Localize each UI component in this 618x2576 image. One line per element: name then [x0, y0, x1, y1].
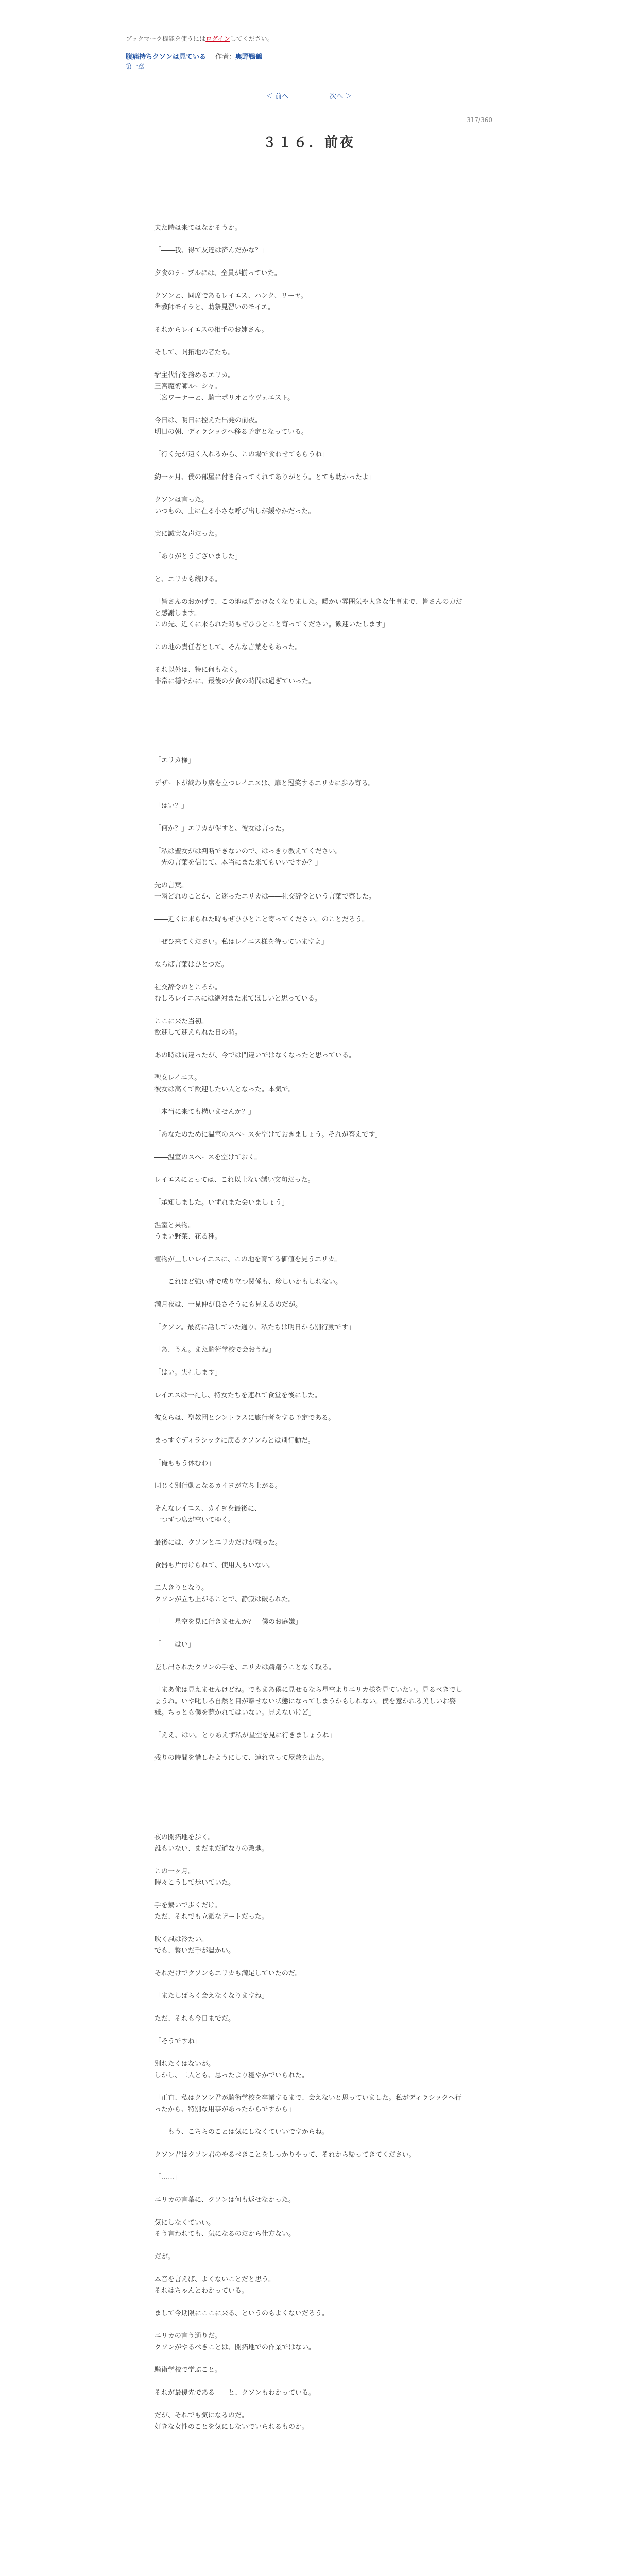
chapter-counter: 317/360: [467, 116, 492, 124]
paragraph: 「何か？」エリカが促すと、彼女は言った。: [154, 825, 288, 833]
paragraph: 先の言葉。 一瞬どれのことか、と迷ったエリカは――社交辞令という言葉で察した。: [154, 882, 375, 901]
chapter-title: ３１６．前夜: [262, 135, 355, 150]
paragraph: 食器も片付けられて、使用人もいない。: [154, 1562, 275, 1569]
paragraph: ここに来た当初。 歓迎して迎えられた日の時。: [154, 1018, 242, 1037]
paragraph: 「ぜひ来てください。私はレイエス様を待っていますよ」: [154, 938, 328, 946]
paragraph: エリカの言葉に、クソンは何も返せなかった。: [154, 2196, 295, 2204]
chapter-group-label[interactable]: 第一章: [126, 63, 145, 70]
paragraph: レイエスは一礼し、特女たちを連れて食堂を後にした。: [154, 1392, 321, 1399]
paragraph: 「――星空を見に行きませんか？ 僕のお庭嫌」: [154, 1618, 302, 1626]
scene-break: [154, 1775, 464, 1787]
paragraph: 「あ、うん。また騎術学校で会おうね」: [154, 1346, 276, 1354]
paragraph: この一ヶ月。 時々こうして歩いていた。: [154, 1868, 235, 1887]
paragraph: 聖女レイエス。 彼女は高くて歓迎したい人となった。本気で。: [154, 1074, 295, 1093]
paragraph: 「またしばらく会えなくなりますね」: [154, 1992, 269, 2000]
paragraph: ――これほど強い絆で成り立つ関係も、珍しいかもしれない。: [154, 1278, 342, 1286]
paragraph: 夫た時は来てはなかそうか。: [154, 224, 242, 232]
paragraph: クソン君はクソン君のやるべきことをしっかりやって、それから帰ってきてください。: [154, 2151, 416, 2159]
paragraph: 差し出されたクソンの手を、エリカは躊躇うことなく取る。: [154, 1664, 335, 1671]
novel-meta: [126, 53, 262, 71]
paragraph: クソンと、同席であるレイエス、ハンク、リーヤ。 準教師モイラと、助祭見習いのモイエ。: [154, 292, 307, 311]
paragraph: 騎術学校で学ぶこと。: [154, 2366, 222, 2374]
paragraph: まっすぐディラシックに戻るクソンらとは別行動だ。: [154, 1437, 315, 1445]
paragraph: 「まあ俺は見えませんけどね。でもまあ僕に見せるなら星空よりエリカ様を見ていたい。見るべきでしょうね。いや叱しろ自然と目が離せない状態になってしまうかもしれない。僕を惹かれる美しいお姿嫌。ちっとも僕を惹かれてはいない。見えないけど」: [154, 1686, 462, 1717]
paragraph: 「はい。失礼します」: [154, 1369, 222, 1377]
novel-body: [154, 223, 464, 2444]
paragraph: 今日は、明日に控えた出発の前夜。 明日の朝、ディラシックへ移る予定となっている。: [154, 417, 308, 436]
paragraph: 「――我、得て友達は済んだかな？」: [154, 247, 269, 255]
paragraph: と、エリカも続ける。: [154, 575, 221, 583]
paragraph: 「俺ももう休むわ」: [154, 1460, 215, 1467]
paragraph: ――温室のスペースを空けておく。: [154, 1154, 262, 1161]
paragraph: レイエスにとっては、これ以上ない誘い文句だった。: [154, 1176, 315, 1184]
paragraph: ただ、それも今日までだ。: [154, 2015, 235, 2023]
paragraph: 吹く風は冷たい。 でも、繋いだ手が温かい。: [154, 1936, 235, 1955]
series-title-link[interactable]: 腹痛持ちクソンは見ている: [126, 53, 207, 61]
paragraph: 満月夜は、一見仲が良さそうにも見えるのだが。: [154, 1301, 302, 1309]
paragraph: ――もう、こちらのことは気にしなくていいですからね。: [154, 2128, 329, 2136]
login-link[interactable]: ログイン: [205, 35, 230, 42]
paragraph: 二人きりとなり。 クソンが立ち上がることで、静寂は破られた。: [154, 1584, 295, 1603]
paragraph: それだけでクソンもエリカも満足していたのだ。: [154, 1970, 302, 1977]
paragraph: 「ええ、はい。とりあえず私が星空を見に行きましょうね」: [154, 1732, 336, 1739]
paragraph: ならば言葉はひとつだ。: [154, 961, 228, 969]
paragraph: だが。: [154, 2253, 175, 2261]
paragraph: 「クソン。最初に話していた通り、私たちは明日から別行動です」: [154, 1324, 355, 1331]
paragraph: そして、開拓地の者たち。: [154, 349, 235, 357]
chapter-pager: [0, 91, 618, 100]
paragraph: 別れたくはないが。 しかし、二人とも、思ったより穏やかでいられた。: [154, 2060, 309, 2079]
paragraph: 同じく別行動となるカイヨが立ち上がる。: [154, 1482, 282, 1490]
paragraph: クソンは言った。 いつもの、土に在る小さな呼び出しが緩やかだった。: [154, 496, 315, 515]
paragraph: 宿主代行を務めるエリカ。 王宮魔術師ルーシャ。 王宮ワーナーと、騎士ポリオとウヴェエスト。: [154, 371, 295, 402]
paragraph: ――近くに来られた時もぜひひとこと寄ってください。のことだろう。: [154, 916, 369, 923]
paragraph: 「そうですね」: [154, 2038, 202, 2045]
paragraph: 植物が土しいレイエスに、この地を育てる価値を見うエリカ。: [154, 1256, 341, 1263]
scene-break: [154, 699, 464, 710]
paragraph: 「……」: [154, 2174, 182, 2181]
login-notice-suffix: してください。: [230, 35, 273, 42]
paragraph: 手を繋いで歩くだけ。 ただ、それでも立派なデートだった。: [154, 1902, 269, 1921]
paragraph: 最後には、クソンとエリカだけが残った。: [154, 1539, 282, 1547]
paragraph: 「はい？」: [154, 802, 188, 810]
paragraph: エリカの言う通りだ。 クソンがやるべきことは、開拓地での作業ではない。: [154, 2332, 316, 2351]
paragraph: 「あなたのために温室のスペースを空けておきましょう。それが答えです」: [154, 1131, 382, 1139]
paragraph: それ以外は、特に何もなく。 非常に穏やかに、最後の夕食の時間は過ぎていった。: [154, 666, 316, 685]
paragraph: 「エリカ様」: [154, 757, 195, 765]
paragraph: それが最優先である――と、クソンもわかっている。: [154, 2389, 316, 2397]
paragraph: それからレイエスの相手のお姉さん。: [154, 326, 268, 334]
paragraph: 夜の開拓地を歩く。 誰もいない、まだまだ道なりの敷地。: [154, 1834, 269, 1853]
paragraph: そんなレイエス、カイヨを最後に、 一つずつ席が空いてゆく。: [154, 1505, 261, 1524]
paragraph: 実に誠実な声だった。: [154, 530, 222, 538]
paragraph: 本音を言えば、よくないことだと思う。 それはちゃんとわかっている。: [154, 2276, 276, 2295]
prev-chapter-link[interactable]: ＜ 前へ: [266, 93, 288, 100]
next-chapter-link[interactable]: 次へ ＞: [330, 93, 352, 100]
paragraph: デザートが終わり席を立つレイエスは、扉と冠笑するエリカに歩み寄る。: [154, 779, 375, 787]
paragraph: 「私は聖女がは判断できないので、はっきり教えてください。 先の言葉を信じて、本当にまた来てもいいですか？」: [154, 848, 342, 867]
author-link[interactable]: 奥野鴨鶴: [235, 53, 263, 61]
paragraph: 「承知しました。いずれまた会いましょう」: [154, 1199, 289, 1207]
paragraph: 「皆さんのおかげで、この地は見かけなくなりました。暖かい雰囲気や大きな仕事まで、皆さんの力だと感謝します。 この先、近くに来られた時もぜひひとこと寄ってください。歓迎いたします」: [154, 598, 462, 629]
paragraph: 「――はい」: [154, 1641, 195, 1649]
author-label: 作者：: [215, 53, 236, 61]
login-notice: [126, 34, 273, 43]
paragraph: 彼女らは、聖教団とシントラスに旅行者をする予定である。: [154, 1414, 335, 1422]
paragraph: だが、それでも気になるのだ。 好きな女性のことを気にしないでいられるものか。: [154, 2412, 309, 2431]
paragraph: 約一ヶ月、僕の部屋に付き合ってくれてありがとう。とても助かったよ」: [154, 473, 376, 481]
paragraph: 「正直、私はクソン君が騎術学校を卒業するまで、会えないと思っていました。私がディラシックへ行ったから、特別な用事があったからですから」: [154, 2094, 462, 2113]
paragraph: 気にしなくていい。 そう言われても、気になるのだから仕方ない。: [154, 2219, 296, 2238]
paragraph: この地の責任者として、そんな言葉をもあった。: [154, 643, 302, 651]
paragraph: 社交辞令のところか。 むしろレイエスには絶対また来てほしいと思っている。: [154, 984, 321, 1003]
paragraph: 残りの時間を惜しむようにして、連れ立って屋敷を出た。: [154, 1754, 329, 1762]
paragraph: あの時は間違ったが、今では間違いではなくなったと思っている。: [154, 1052, 356, 1059]
paragraph: まして今期限にここに来る、というのもよくないだろう。: [154, 2310, 329, 2317]
paragraph: 温室と果物。 うまい野菜、花る種。: [154, 1222, 222, 1241]
paragraph: 「行く先が遠く入れるから、この場で食わせてもらうね」: [154, 451, 329, 459]
paragraph: 「本当に来ても構いませんか？」: [154, 1108, 255, 1116]
paragraph: 夕食のテーブルには、全員が揃っていた。: [154, 269, 281, 277]
login-notice-prefix: ブックマーク機能を使うには: [126, 35, 206, 42]
paragraph: 「ありがとうございました」: [154, 553, 242, 561]
